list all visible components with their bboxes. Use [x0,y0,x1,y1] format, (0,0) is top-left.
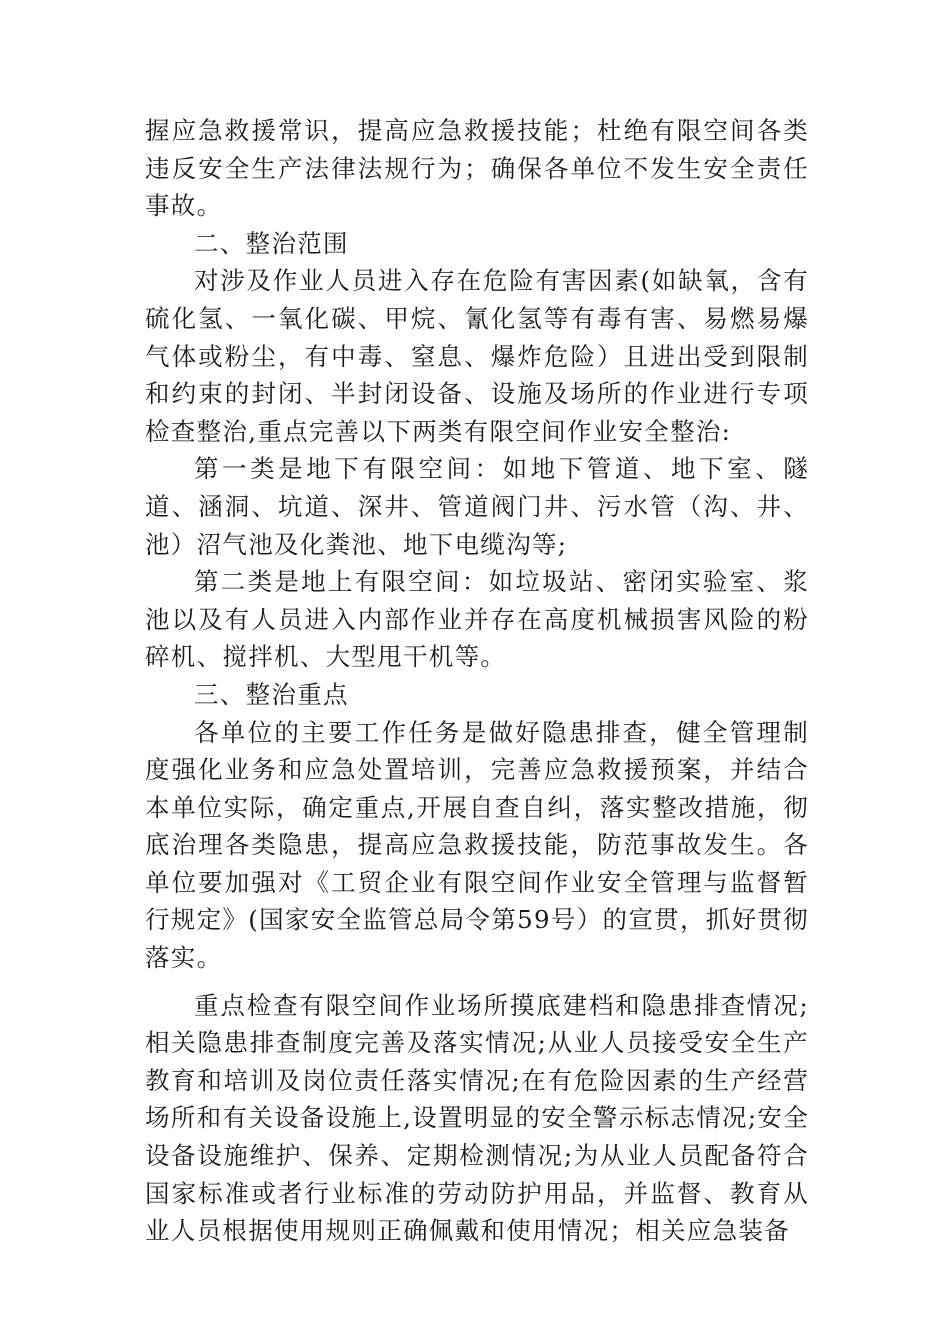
paragraph-inspection-items: 重点检查有限空间作业场所摸底建档和隐患排查情况;相关隐患排查制度完善及落实情况;从业人员接受安全生产教育和培训及岗位责任落实情况;在有危险因素的生产经营场所和有关设备设施上,设置明显的安全警示标志情况;安全设备设施维护、保养、定期检测情况;为从业人员配备符合国家标准或者行业标准的劳动防护用品，并监督、教育从业人员根据使用规则正确佩戴和使用情况；相关应急装备 [145,990,809,1246]
section-heading-scope: 二、整治范围 [194,228,349,258]
paragraph-underground-spaces: 第一类是地下有限空间：如地下管道、地下室、隧道、涵洞、坑道、深井、管道阀门井、污水管（沟、井、池）沼气池及化粪池、地下电缆沟等; [145,454,809,559]
paragraph-scope: 对涉及作业人员进入存在危险有害因素(如缺氧，含有硫化氢、一氧化碳、甲烷、氰化氢等有毒有害、易燃易爆气体或粉尘，有中毒、窒息、爆炸危险）且进出受到限制和约束的封闭、半封闭设备、设施及场所的作业进行专项检查整治,重点完善以下两类有限空间作业安全整治: [145,266,809,446]
paragraph-focus-tasks: 各单位的主要工作任务是做好隐患排查，健全管理制度强化业务和应急处置培训，完善应急救援预案，并结合本单位实际，确定重点,开展自查自纠，落实整改措施，彻底治理各类隐患，提高应急救援技能，防范事故发生。各单位要加强对《工贸企业有限空间作业安全管理与监督暂行规定》(国家安全监管总局令第59号）的宣贯，抓好贯彻落实。 [145,717,809,973]
document-body [145,112,809,1250]
paragraph-aboveground-spaces: 第二类是地上有限空间：如垃圾站、密闭实验室、浆池以及有人员进入内部作业并存在高度机械损害风险的粉碎机、搅拌机、大型甩干机等。 [145,567,809,672]
section-heading-focus: 三、整治重点 [194,679,349,709]
paragraph-continuation: 握应急救援常识，提高应急救援技能；杜绝有限空间各类违反安全生产法律法规行为；确保各单位不发生安全责任事故。 [145,116,809,221]
